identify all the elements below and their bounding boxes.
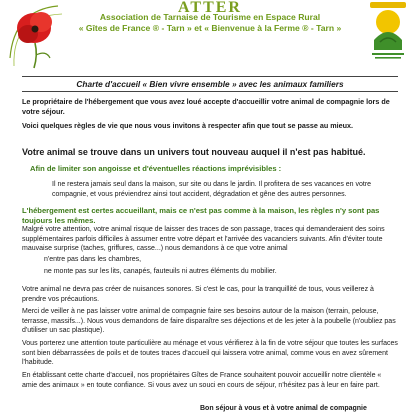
paragraph-charter-purpose: En établissant cette charte d'accueil, nos propriétaires Gîtes de France souhaitent pouvoir accueillir notre clientèle « amie des animaux » en toute confiance. Si vous avez un souci en cours de séjour, n'hésitez pas à leur en faire part. bbox=[22, 372, 382, 389]
gites-de-france-poppy-logo bbox=[8, 0, 64, 70]
closing-line: Bon séjour à vous et à votre animal de compagnie bbox=[200, 405, 367, 412]
section-heading-new-environment: Votre animal se trouve dans un univers tout nouveau auquel il n'est pas habitué. bbox=[22, 147, 366, 157]
bienvenue-a-la-ferme-logo bbox=[366, 0, 410, 64]
org-name: Association de Tarnaise de Tourisme en Espace Rural bbox=[99, 12, 321, 22]
rule-no-furniture: ne monte pas sur les lits, canapés, fauteuils ni autres éléments du mobilier. bbox=[44, 268, 277, 275]
paragraph-cleaning: Vous porterez une attention toute particulière au ménage et vous vérifierez à la fin de votre séjour que toutes les surfaces sont bien débarrassées de poils et de toutes traces d'accueil qui laissera votre animal, comme vous en avez sûrement l'habitude. bbox=[22, 340, 398, 367]
paragraph-noise: Votre animal ne devra pas créer de nuisances sonores. Si c'est le cas, pour la tranquillité de tous, vous veillerez à prendre vos précautions. bbox=[22, 286, 374, 303]
rule-never-alone: Il ne restera jamais seul dans la maison, sur site ou dans le jardin. Il profitera de ses vacances en votre compagnie, et vous préviendrez ainsi tout accident, dégradation et gêne des autres personnes. bbox=[52, 181, 372, 198]
rule-no-bedrooms: n'entre pas dans les chambres, bbox=[44, 256, 142, 263]
section-paragraph-traces: Malgré votre attention, votre animal risque de laisser des traces de son passage, traces qui demanderaient des soins supplémentaires parfois difficiles à assumer entre votre départ et l'arrivée des vacanciers suivants. Afin d'éviter toute mauvaise surprise (taches, griffures, casse...) nous demandons à ce que votre animal bbox=[22, 226, 385, 253]
paragraph-droppings: Merci de veiller à ne pas laisser votre animal de compagnie faire ses besoins autour de la maison (terrain, pelouse, terrasse, massifs...). Nous vous demandons de faire disparaître ses déjections et de les jeter à la poubelle (n'oubliez pas d'utiliser un sac plastique). bbox=[22, 308, 396, 335]
org-labels: « Gîtes de France ® - Tarn » et « Bienvenue à la Ferme ® - Tarn » bbox=[78, 22, 342, 33]
header bbox=[0, 0, 420, 72]
intro-rules-paragraph: Voici quelques règles de vie que nous vous invitons à respecter afin que tout se passe au mieux. bbox=[22, 121, 353, 130]
section-subheading-limit-anxiety: Afin de limiter son angoisse et d'éventuelles réactions imprévisibles : bbox=[30, 164, 282, 173]
intro-paragraph: Le propriétaire de l'hébergement que vous avez loué accepte d'accueillir votre animal de compagnie lors de votre séjour. bbox=[22, 97, 390, 116]
org-acronym: ATTER bbox=[178, 0, 242, 12]
header-text bbox=[60, 0, 360, 33]
section-heading-house-rules: L'hébergement est certes accueillant, mais ce n'est pas comme à la maison, les règles n'y sont pas toujours les mêmes. bbox=[22, 206, 380, 225]
charter-title: Charte d'accueil « Bien vivre ensemble » avec les animaux familiers bbox=[22, 76, 398, 92]
